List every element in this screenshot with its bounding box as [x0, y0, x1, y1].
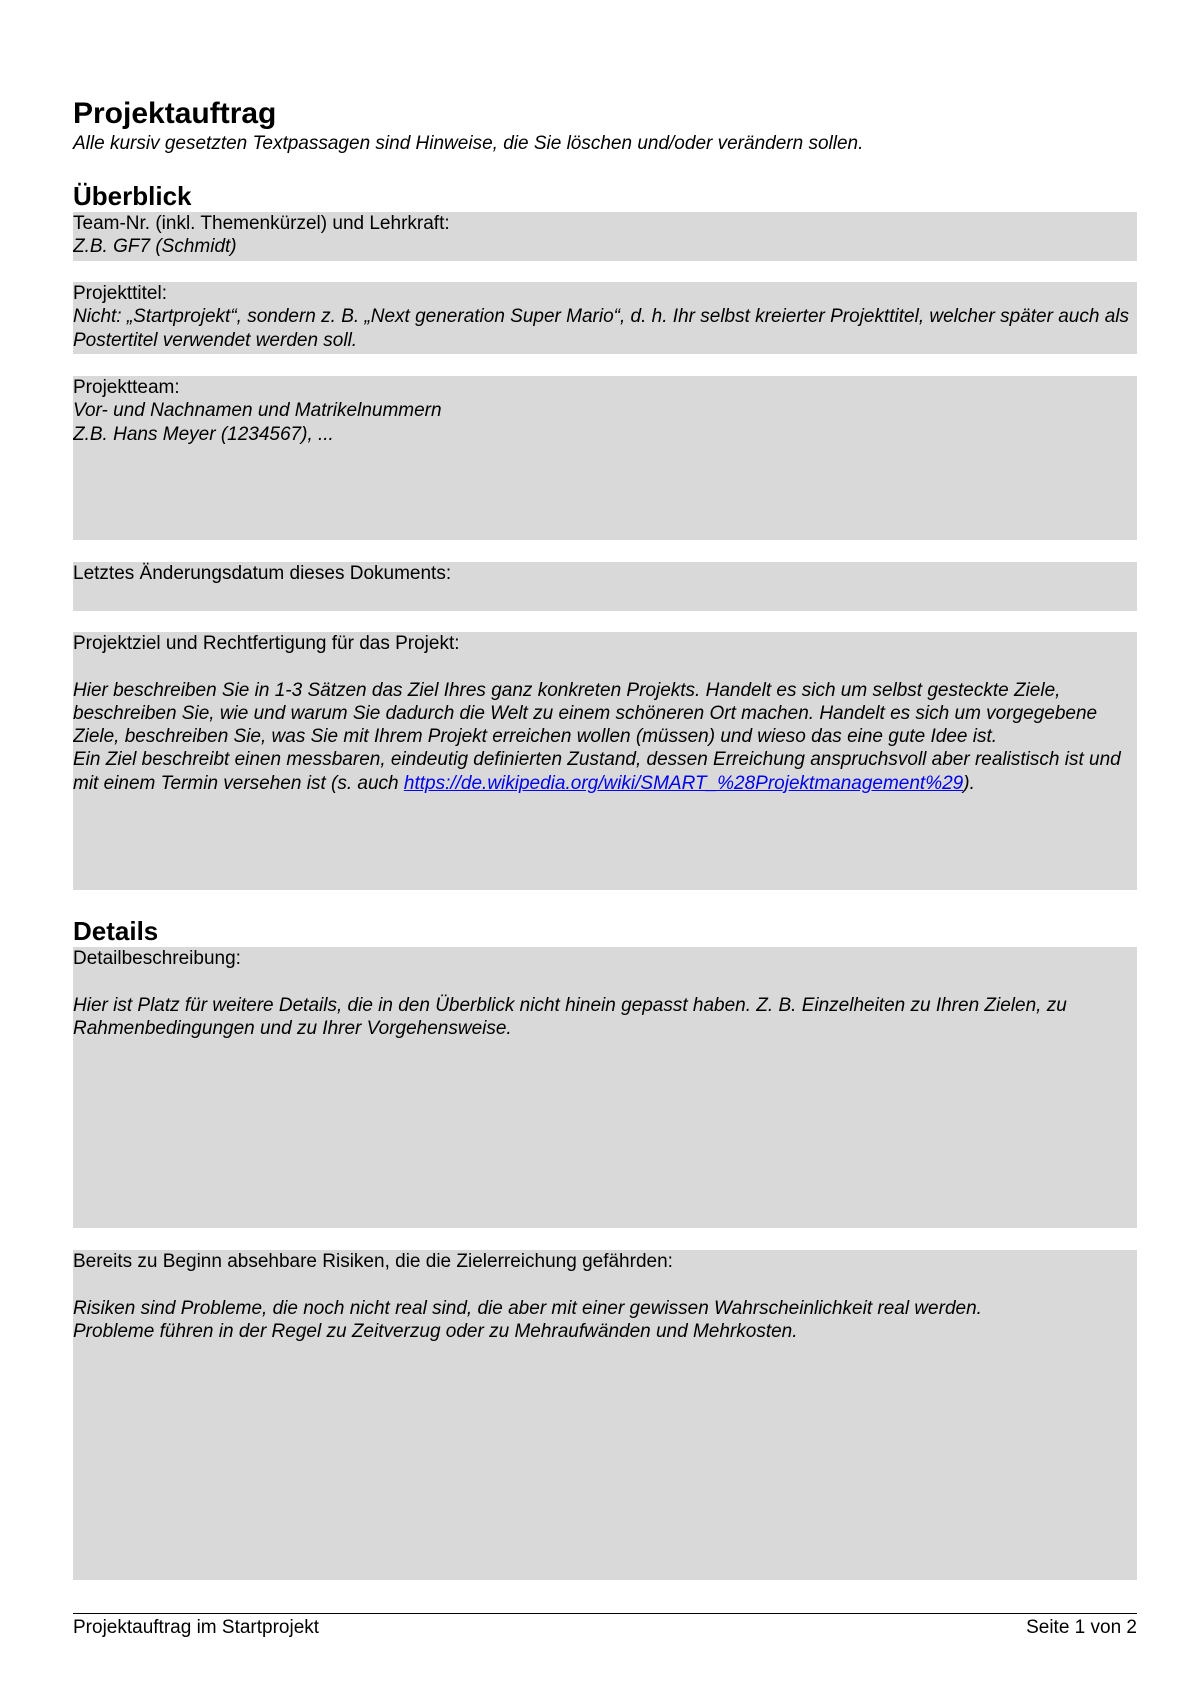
document-subtitle: Alle kursiv gesetzten Textpassagen sind Hinweise, die Sie löschen und/oder verändern sollen.: [73, 133, 864, 154]
risks-hint: Risiken sind Probleme, die noch nicht real sind, die aber mit einer gewissen Wahrscheinlichkeit real werden.: [73, 1297, 982, 1319]
spacer: [73, 655, 1137, 678]
project-title-field[interactable]: [73, 282, 1137, 354]
footer-divider: [73, 1613, 1137, 1614]
detail-description-hint: Hier ist Platz für weitere Details, die in den Überblick nicht hinein gepasst haben. Z. B. Einzelheiten zu Ihren Zielen, zu Rahmenbedingungen und zu Ihrer Vorgehensweise.: [73, 994, 1067, 1039]
project-goal-hint: Hier beschreiben Sie in 1-3 Sätzen das Ziel Ihres ganz konkreten Projekts. Handelt es sich um selbst gesteckte Ziele, beschreiben Sie, wie und warum Sie dadurch die Welt zu einem schöneren Ort machen. Handelt es sich um vorgegebene Ziele, beschreiben Sie, was Sie mit Ihrem Projekt erreichen wollen (müssen) und wieso das eine gute Idee ist.: [73, 679, 1098, 748]
project-goal-label: Projektziel und Rechtfertigung für das Projekt:: [73, 633, 460, 654]
spacer: [73, 1273, 1137, 1296]
risks-label: Bereits zu Beginn absehbare Risiken, die die Zielerreichung gefährden:: [73, 1251, 673, 1272]
project-team-hint-names: Vor- und Nachnamen und Matrikelnummern: [73, 400, 442, 422]
team-hint: Z.B. GF7 (Schmidt): [73, 236, 237, 258]
risks-field[interactable]: [73, 1250, 1137, 1580]
smart-wikipedia-link[interactable]: https://de.wikipedia.org/wiki/SMART_%28Projektmanagement%29: [403, 772, 964, 794]
project-goal-field[interactable]: [73, 632, 1137, 890]
problems-hint: Probleme führen in der Regel zu Zeitverzug oder zu Mehraufwänden und Mehrkosten.: [73, 1320, 798, 1342]
detail-description-label: Detailbeschreibung:: [73, 948, 241, 969]
document-title: Projektauftrag: [73, 97, 277, 130]
team-label: Team-Nr. (inkl. Themenkürzel) und Lehrkraft:: [73, 213, 450, 234]
project-team-hint-example: Z.B. Hans Meyer (1234567), ...: [73, 423, 334, 445]
smart-goal-hint-text: Ein Ziel beschreibt einen messbaren, eindeutig definierten Zustand, dessen Erreichung anspruchsvoll aber realistisch ist und mit einem Termin versehen ist (s. auch: [73, 749, 1121, 794]
smart-goal-hint: [73, 748, 1137, 795]
document-page: [73, 0, 1137, 1698]
project-team-label: Projektteam:: [73, 377, 180, 398]
project-title-label: Projekttitel:: [73, 283, 167, 304]
project-team-field[interactable]: [73, 376, 1137, 540]
team-field[interactable]: [73, 212, 1137, 261]
last-modified-field[interactable]: [73, 562, 1137, 611]
last-modified-label: Letztes Änderungsdatum dieses Dokuments:: [73, 563, 452, 584]
overview-heading: Überblick: [73, 181, 192, 211]
spacer: [73, 970, 1137, 993]
footer-document-name: Projektauftrag im Startprojekt: [73, 1617, 320, 1638]
smart-goal-hint-end: ).: [963, 772, 975, 794]
detail-description-field[interactable]: [73, 947, 1137, 1228]
project-title-hint: Nicht: „Startprojekt“, sondern z. B. „Next generation Super Mario“, d. h. Ihr selbst kreierter Projekttitel, welcher später auch als Postertitel verwendet werden soll.: [73, 306, 1129, 351]
details-heading: Details: [73, 916, 159, 946]
footer-page-number: Seite 1 von 2: [1026, 1617, 1137, 1638]
